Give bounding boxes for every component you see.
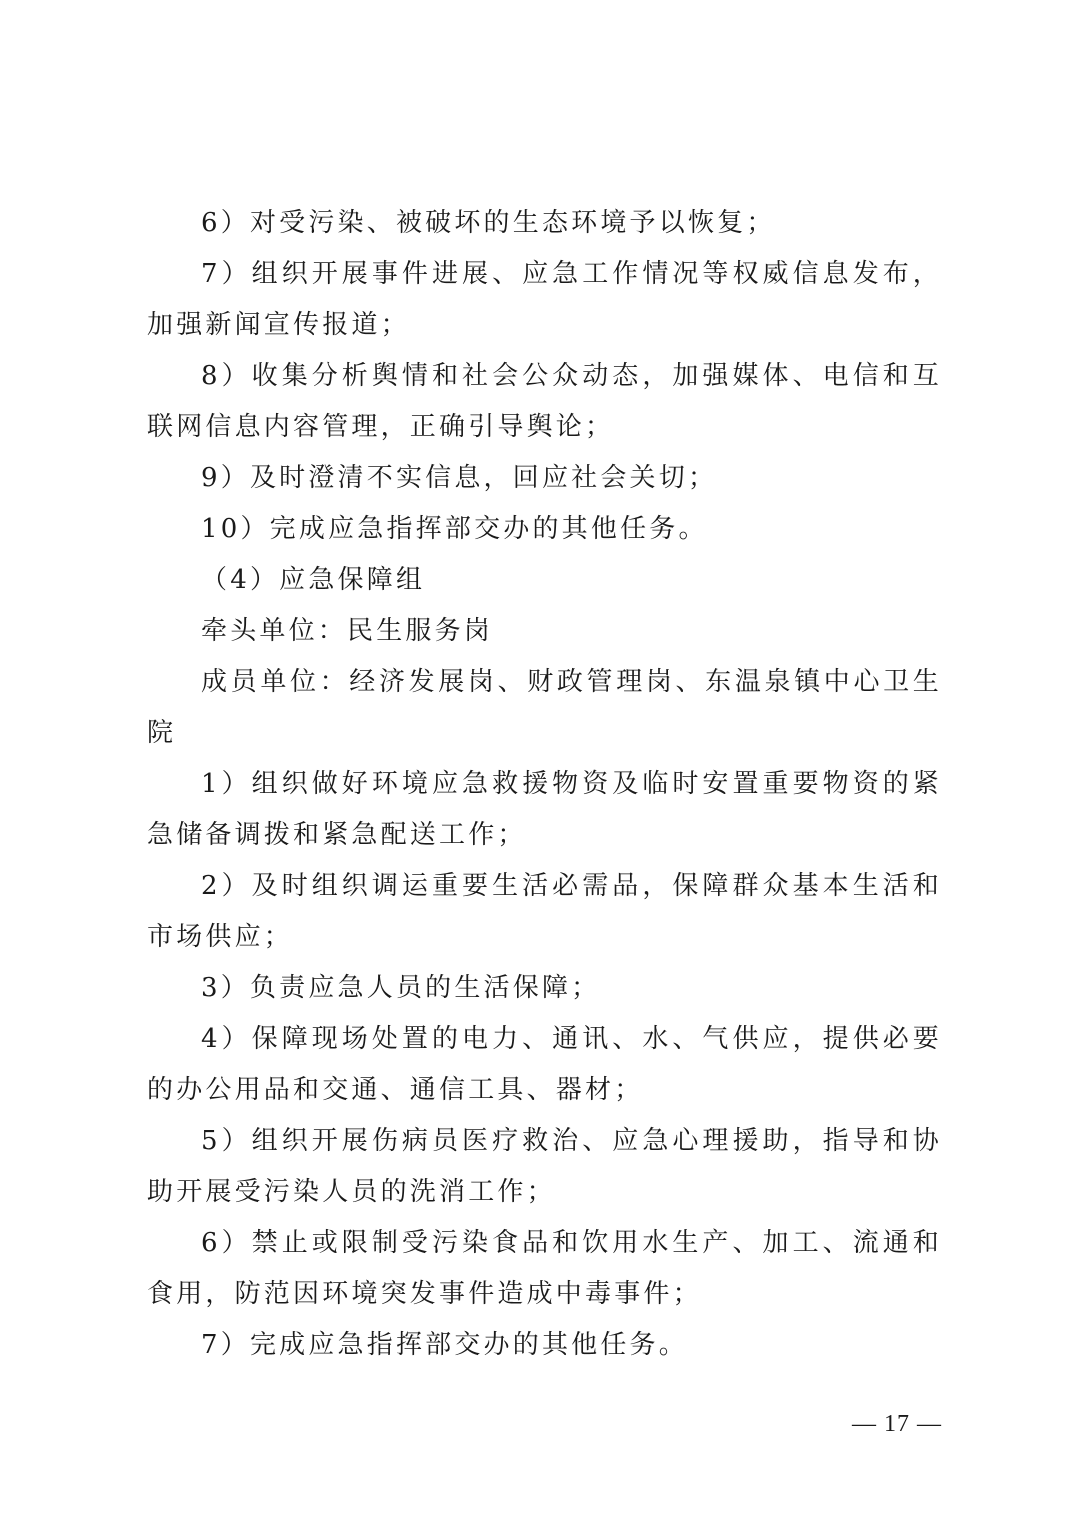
member-units-line: 成员单位：经济发展岗、财政管理岗、东温泉镇中心卫生院 bbox=[147, 667, 942, 748]
support-item-6: 6）禁止或限制受污染食品和饮用水生产、加工、流通和食用，防范因环境突发事件造成中毒事件； bbox=[147, 1228, 942, 1309]
support-item-5: 5）组织开展伤病员医疗救治、应急心理援助，指导和协助开展受污染人员的洗消工作； bbox=[147, 1126, 942, 1207]
page-number: — 17 — bbox=[852, 1411, 942, 1437]
paragraph-item-9-clarify: 9）及时澄清不实信息，回应社会关切； bbox=[201, 463, 718, 493]
support-item-2: 2）及时组织调运重要生活必需品，保障群众基本生活和市场供应； bbox=[147, 871, 942, 952]
support-item-1: 1）组织做好环境应急救援物资及临时安置重要物资的紧急储备调拨和紧急配送工作； bbox=[147, 769, 942, 850]
lead-unit-line: 牵头单位：民生服务岗 bbox=[201, 616, 494, 646]
document-body bbox=[147, 198, 942, 1371]
paragraph-item-10-other-tasks: 10）完成应急指挥部交办的其他任务。 bbox=[201, 514, 708, 544]
section-heading-emergency-support-group: （4）应急保障组 bbox=[201, 565, 426, 595]
paragraph-item-8-public-opinion: 8）收集分析舆情和社会公众动态，加强媒体、电信和互联网信息内容管理，正确引导舆论； bbox=[147, 361, 942, 442]
support-item-4: 4）保障现场处置的电力、通讯、水、气供应，提供必要的办公用品和交通、通信工具、器材； bbox=[147, 1024, 942, 1105]
support-item-3: 3）负责应急人员的生活保障； bbox=[201, 973, 601, 1003]
paragraph-item-7-info-release: 7）组织开展事件进展、应急工作情况等权威信息发布，加强新闻宣传报道； bbox=[147, 259, 942, 340]
support-item-7: 7）完成应急指挥部交办的其他任务。 bbox=[201, 1330, 688, 1360]
paragraph-item-6-restore: 6）对受污染、被破坏的生态环境予以恢复； bbox=[201, 208, 776, 238]
